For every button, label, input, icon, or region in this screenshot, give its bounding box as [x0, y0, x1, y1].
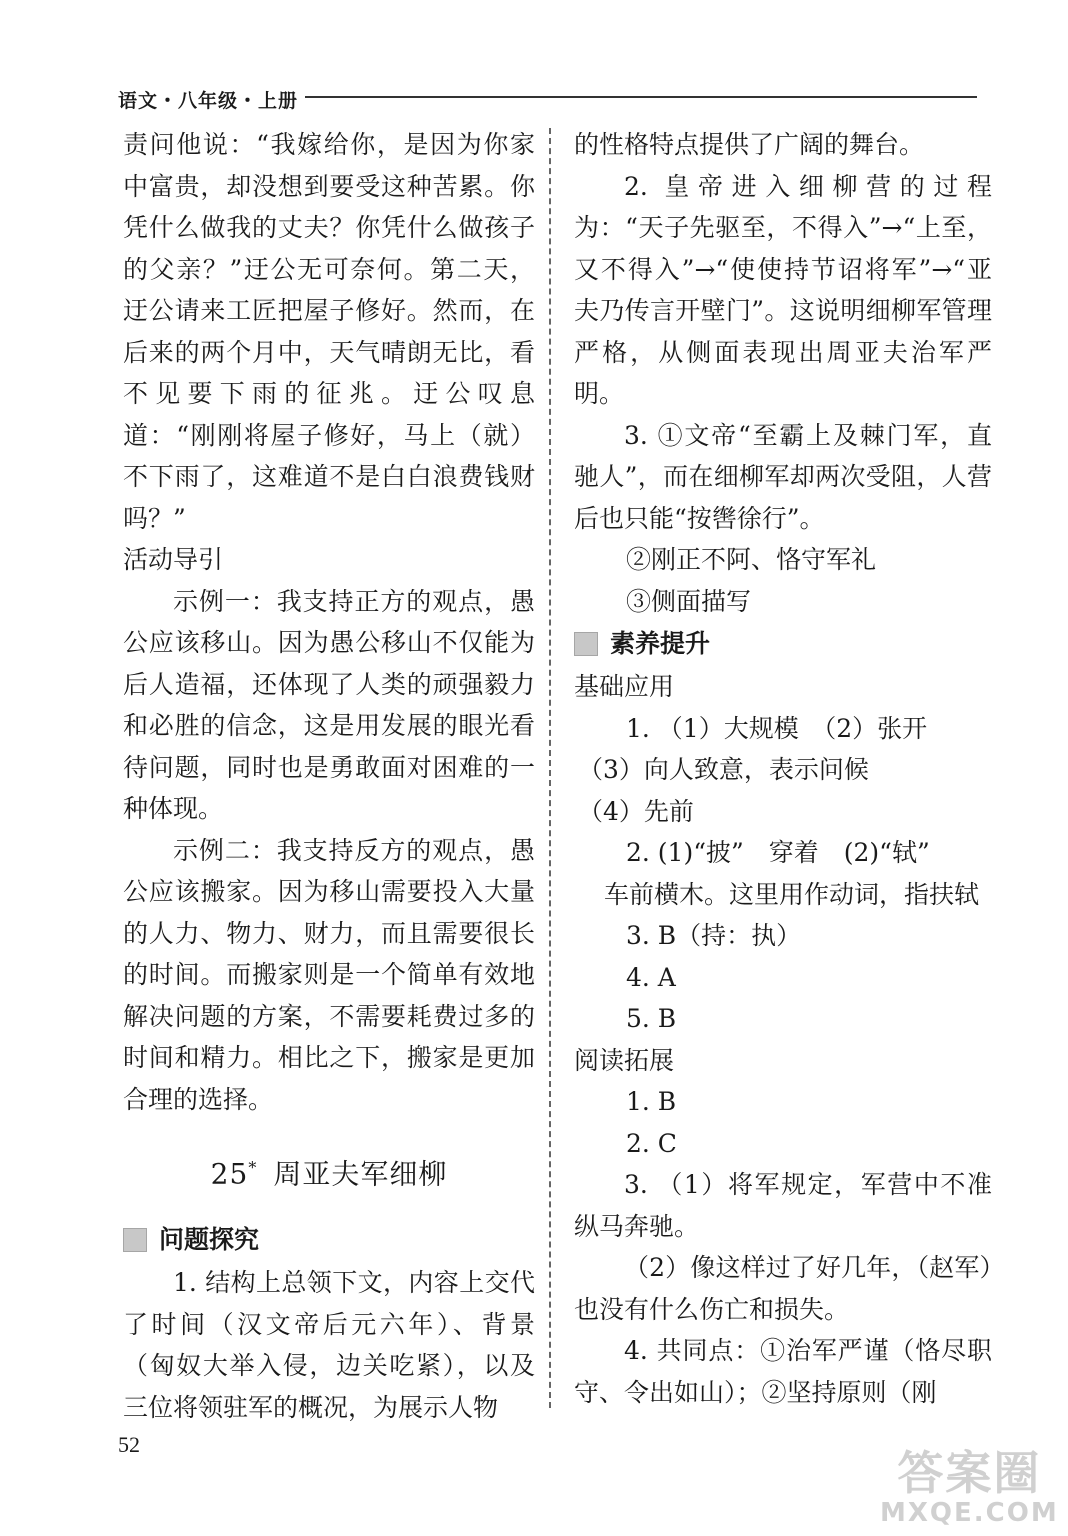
activity-heading: 活动导引 [123, 545, 224, 574]
basic-answer-5: 5. B [626, 1004, 677, 1033]
basic-answer-1-4: （4）先前 [578, 796, 694, 826]
reading-answer-4: 4. 共同点：①治军严谨（恪尽职守、令出如山）；②坚持原则（刚 [574, 1336, 992, 1407]
reading-answer-3: 3. （1）将军规定，军营中不准纵马奔驰。 [574, 1170, 992, 1241]
answer-3-part-3: ③侧面描写 [626, 586, 752, 616]
answer-3: 3. ①文帝“至霸上及棘门军，直驰人”，而在细柳军却两次受阻，人营后也只能“按辔徐行”。 [574, 420, 992, 533]
answer-2: 2. 皇帝进入细柳营的过程为：“天子先驱至，不得入”→“上至，又不得入”→“使使持节诏将军”→“亚夫乃传言开壁门”。这说明细柳军管理严格，从侧面表现出周亚夫治军严明。 [574, 171, 992, 408]
reading-answer-3-part-2: （2）像这样过了好几年，（赵军）也没有什么伤亡和损失。 [574, 1253, 992, 1324]
section-heading-label: 问题探究 [159, 1225, 260, 1255]
basic-application-heading: 基础应用 [574, 672, 675, 701]
square-bullet-icon [123, 1228, 147, 1252]
watermark-logo [880, 1448, 1059, 1527]
answer-1-continued: 的性格特点提供了广阔的舞台。 [574, 130, 925, 159]
lesson-star: * [248, 1158, 258, 1177]
section-heading-inquiry [123, 1218, 535, 1262]
left-column [123, 124, 535, 1428]
story-paragraph: 责问他说：“我嫁给你，是因为你家中富贵，却没想到要受这种苦累。你凭什么做我的丈夫？你凭什么做孩子的父亲？”迂公无可奈何。第二天，迂公请来工匠把屋子修好。然而，在后来的两个月中，天气晴朗无比，看不见要下雨的征兆。迂公叹息道：“刚刚将屋子修好，马上（就）不下雨了，这难道不是白白浪费钱财吗？” [123, 130, 535, 533]
basic-answer-1: 1. （1）大规模 （2）张开 [626, 713, 928, 743]
lesson-number: 25 [210, 1157, 249, 1191]
basic-answer-2-continued: 车前横木。这里用作动词，指扶轼 [604, 879, 980, 909]
reading-extension-heading: 阅读拓展 [574, 1045, 675, 1075]
basic-answer-2: 2. (1)“披” 穿着 (2)“轼” [626, 838, 930, 867]
watermark-top-text: 答案圈 [897, 1446, 1042, 1500]
watermark-bottom-text: MXQE.COM [880, 1497, 1059, 1528]
column-divider [549, 128, 551, 1408]
basic-answer-1-3: （3）向人致意，表示问候 [578, 755, 869, 784]
running-header-title: 语文・八年级・上册 [118, 90, 299, 112]
section-heading-label: 素养提升 [610, 629, 711, 658]
reading-answer-2: 2. C [626, 1128, 677, 1158]
answer-1: 1. 结构上总领下文，内容上交代了时间（汉文帝后元六年）、背景（匈奴大举入侵，边关吃紧），以及三位将领驻军的概况，为展示人物 [123, 1268, 535, 1422]
answer-3-part-2: ②刚正不阿、恪守军礼 [626, 545, 877, 574]
example-two: 示例二：我支持反方的观点，愚公应该搬家。因为移山需要投入大量的人力、物力、财力，而且需要很长的时间。而搬家则是一个简单有效地解决问题的方案，不需要耗费过多的时间和精力。相比之下，搬家是更加合理的选择。 [123, 835, 535, 1114]
right-column [574, 124, 992, 1413]
basic-answer-3: 3. B（持：执） [626, 921, 802, 950]
lesson-title-text: 周亚夫军细柳 [273, 1157, 448, 1191]
reading-answer-1: 1. B [626, 1087, 677, 1116]
lesson-title [123, 1146, 535, 1196]
header-rule [305, 96, 977, 98]
square-bullet-icon [574, 632, 598, 656]
page-number: 52 [118, 1432, 140, 1457]
basic-answer-4: 4. A [626, 962, 676, 992]
section-heading-improve [574, 622, 992, 666]
example-one: 示例一：我支持正方的观点，愚公应该移山。因为愚公移山不仅能为后人造福，还体现了人类的顽强毅力和必胜的信念，这是用发展的眼光看待问题，同时也是勇敢面对困难的一种体现。 [123, 586, 535, 823]
